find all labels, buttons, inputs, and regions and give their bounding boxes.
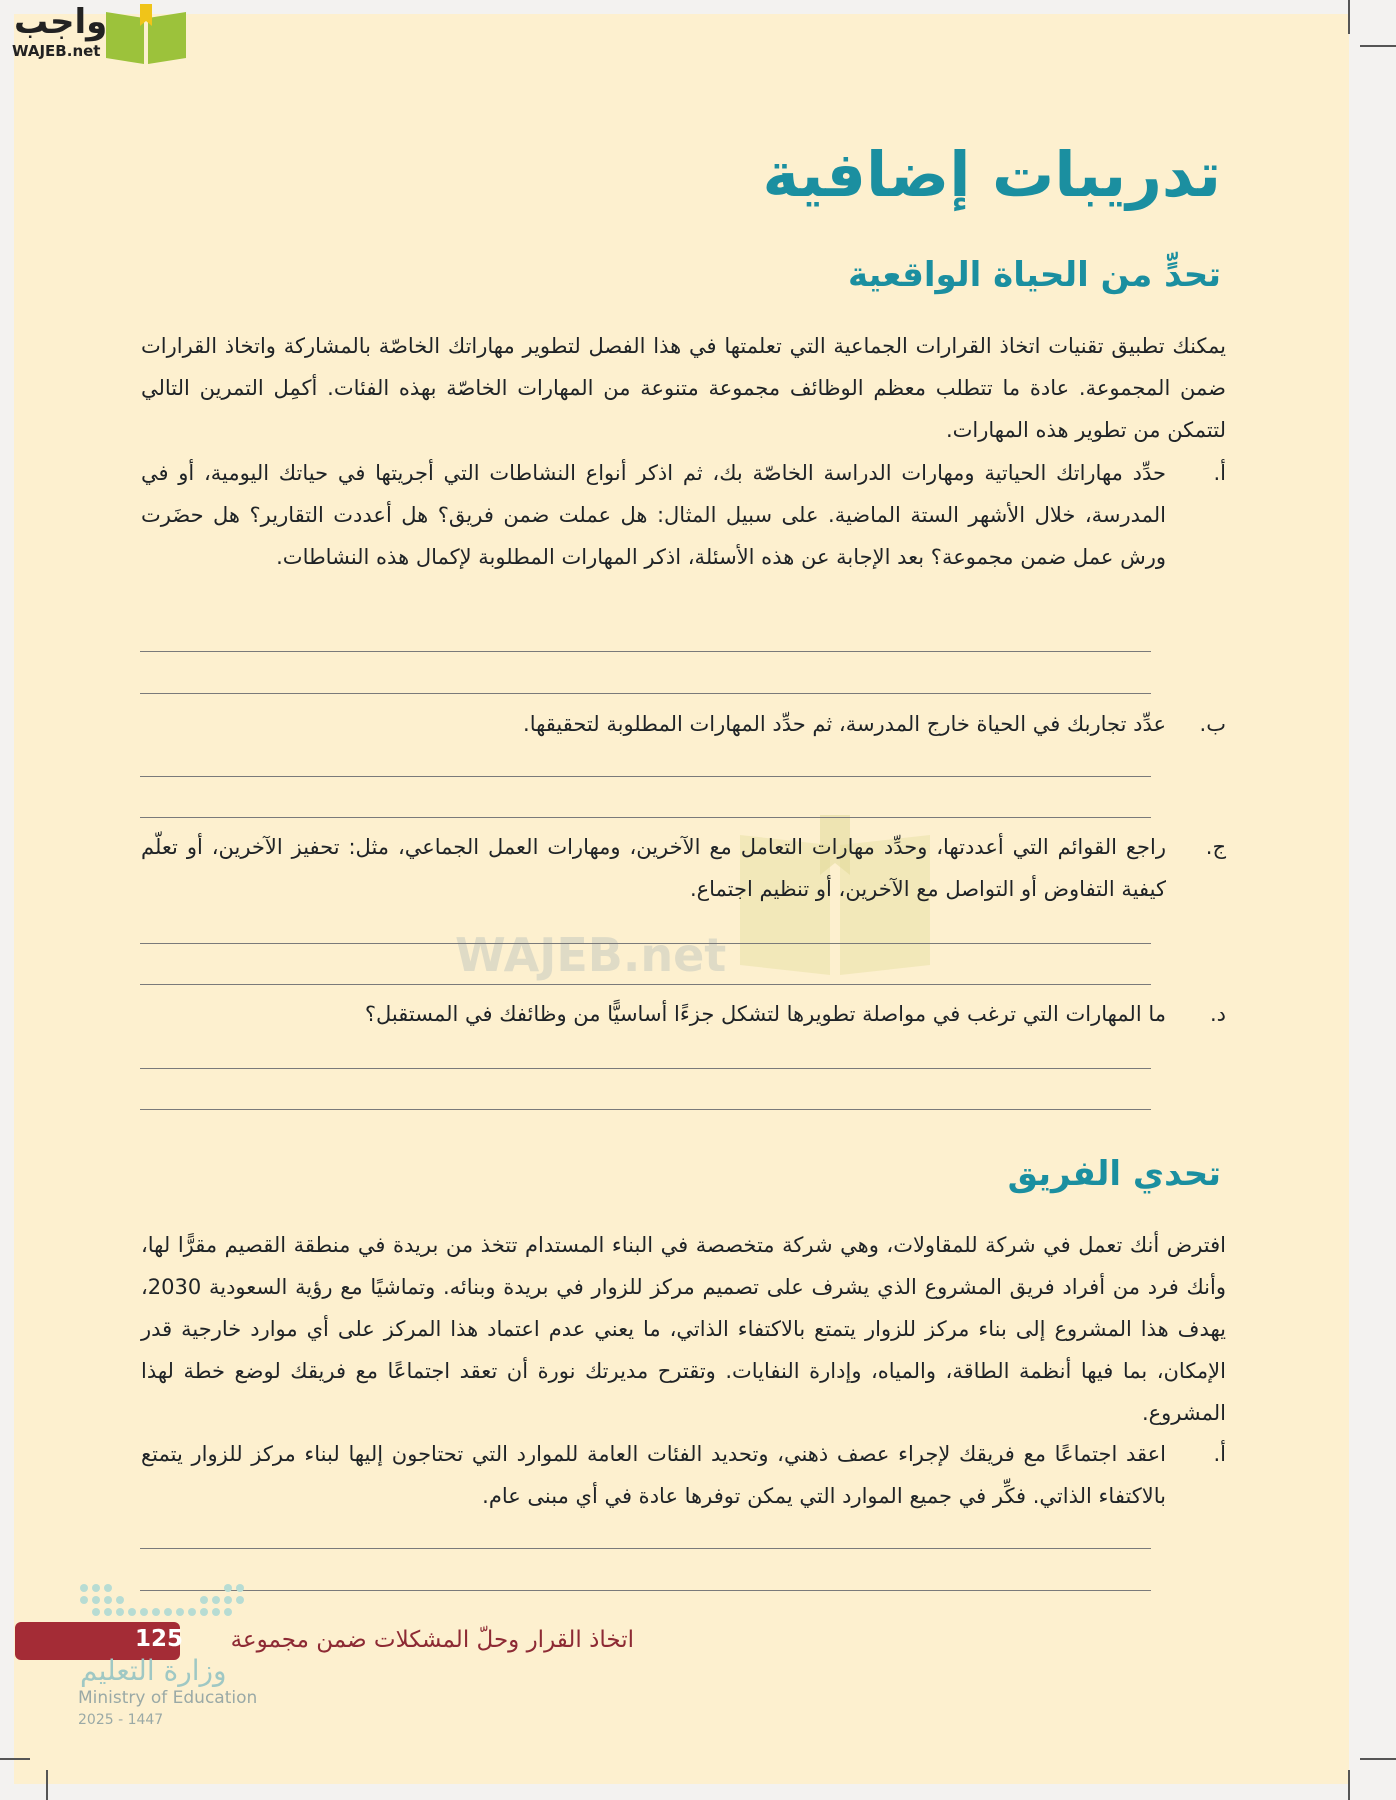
- answer-line[interactable]: [140, 1109, 1151, 1110]
- chapter-title: اتخاذ القرار وحلّ المشكلات ضمن مجموعة: [230, 1627, 634, 1653]
- answer-line[interactable]: [140, 984, 1151, 985]
- page-title: تدريبات إضافية: [762, 138, 1221, 211]
- section-heading-real-life: تحدٍّ من الحياة الواقعية: [847, 255, 1221, 295]
- ministry-year: 2025 - 1447: [78, 1712, 164, 1728]
- question-a: [141, 452, 1226, 622]
- watermark-text: WAJEB.net: [455, 928, 727, 982]
- answer-line[interactable]: [140, 1068, 1151, 1069]
- answer-line[interactable]: [140, 1548, 1151, 1549]
- question-text: حدِّد مهاراتك الحياتية ومهارات الدراسة الخاصّة بك، ثم اذكر أنواع النشاطات التي أجريتها في حياتك اليومية، أو في المدرسة، خلال الأشهر الستة الماضية. على سبيل المثال: هل عملت ضمن فريق؟ هل أعددت التقارير؟ هل حضَرت ورش عمل ضمن مجموعة؟ بعد الإجابة عن هذه الأسئلة، اذكر المهارات المطلوبة لإكمال هذه النشاطات.: [141, 461, 1166, 569]
- question-c: [141, 826, 1226, 910]
- answer-line[interactable]: [140, 943, 1151, 944]
- page-number: 125: [135, 1626, 184, 1652]
- answer-line[interactable]: [140, 817, 1151, 818]
- ministry-name-arabic: وزارة التعليم: [80, 1654, 227, 1687]
- question-team-a: [141, 1433, 1226, 1517]
- question-text: ما المهارات التي ترغب في مواصلة تطويرها لتشكل جزءًا أساسيًّا من وظائفك في المستقبل؟: [364, 1002, 1166, 1026]
- wajeb-logo-english: WAJEB.net: [12, 42, 101, 60]
- question-b: [141, 703, 1226, 745]
- question-label: ج.: [1205, 835, 1226, 859]
- answer-line[interactable]: [140, 1590, 1151, 1591]
- question-label: أ.: [1213, 1442, 1226, 1466]
- question-text: عدِّد تجاربك في الحياة خارج المدرسة، ثم حدِّد المهارات المطلوبة لتحقيقها.: [523, 712, 1166, 736]
- question-label: ب.: [1199, 712, 1226, 736]
- answer-line[interactable]: [140, 776, 1151, 777]
- answer-line[interactable]: [140, 693, 1151, 694]
- question-label: د.: [1209, 1002, 1226, 1026]
- section2-intro: افترض أنك تعمل في شركة للمقاولات، وهي شركة متخصصة في البناء المستدام تتخذ من بريدة في منطقة القصيم مقرًّا لها، وأنك فرد من أفراد فريق المشروع الذي يشرف على تصميم مركز للزوار في بريدة وبنائه. وتماشيًا مع رؤية السعودية 2030، يهدف هذا المشروع إلى بناء مركز للزوار يتمتع بالاكتفاء الذاتي، ما يعني عدم اعتماد هذا المركز على أي موارد خارجية قدر الإمكان، بما فيها أنظمة الطاقة، والمياه، وإدارة النفايات. وتقترح مديرتك نورة أن تعقد اجتماعًا مع فريقك لوضع خطة لهذا المشروع.: [141, 1233, 1226, 1425]
- question-d: [141, 993, 1226, 1035]
- answer-line[interactable]: [140, 651, 1151, 652]
- question-text: راجع القوائم التي أعددتها، وحدِّد مهارات التعامل مع الآخرين، ومهارات العمل الجماعي، مثل: تحفيز الآخرين، أو تعلّم كيفية التفاوض أو التواصل مع الآخرين، أو تنظيم اجتماع.: [141, 835, 1166, 901]
- section-heading-team-challenge: تحدي الفريق: [1007, 1154, 1221, 1194]
- wajeb-logo-arabic: واجب: [14, 2, 108, 42]
- question-label: أ.: [1213, 461, 1226, 485]
- section1-intro: يمكنك تطبيق تقنيات اتخاذ القرارات الجماعية التي تعلمتها في هذا الفصل لتطوير مهاراتك الخاصّة بالمشاركة واتخاذ القرارات ضمن المجموعة. عادة ما تتطلب معظم الوظائف مجموعة متنوعة من المهارات الخاصّة بهذه الفئات. أكمِل التمرين التالي لتتمكن من تطوير هذه المهارات.: [141, 334, 1226, 442]
- ministry-name-english: Ministry of Education: [78, 1688, 258, 1708]
- question-text: اعقد اجتماعًا مع فريقك لإجراء عصف ذهني، وتحديد الفئات العامة للموارد التي تحتاجون إليها لبناء مركز للزوار يتمتع بالاكتفاء الذاتي. فكِّر في جميع الموارد التي يمكن توفرها عادة في أي مبنى عام.: [141, 1442, 1166, 1508]
- ministry-dots-logo-icon: [78, 1582, 248, 1626]
